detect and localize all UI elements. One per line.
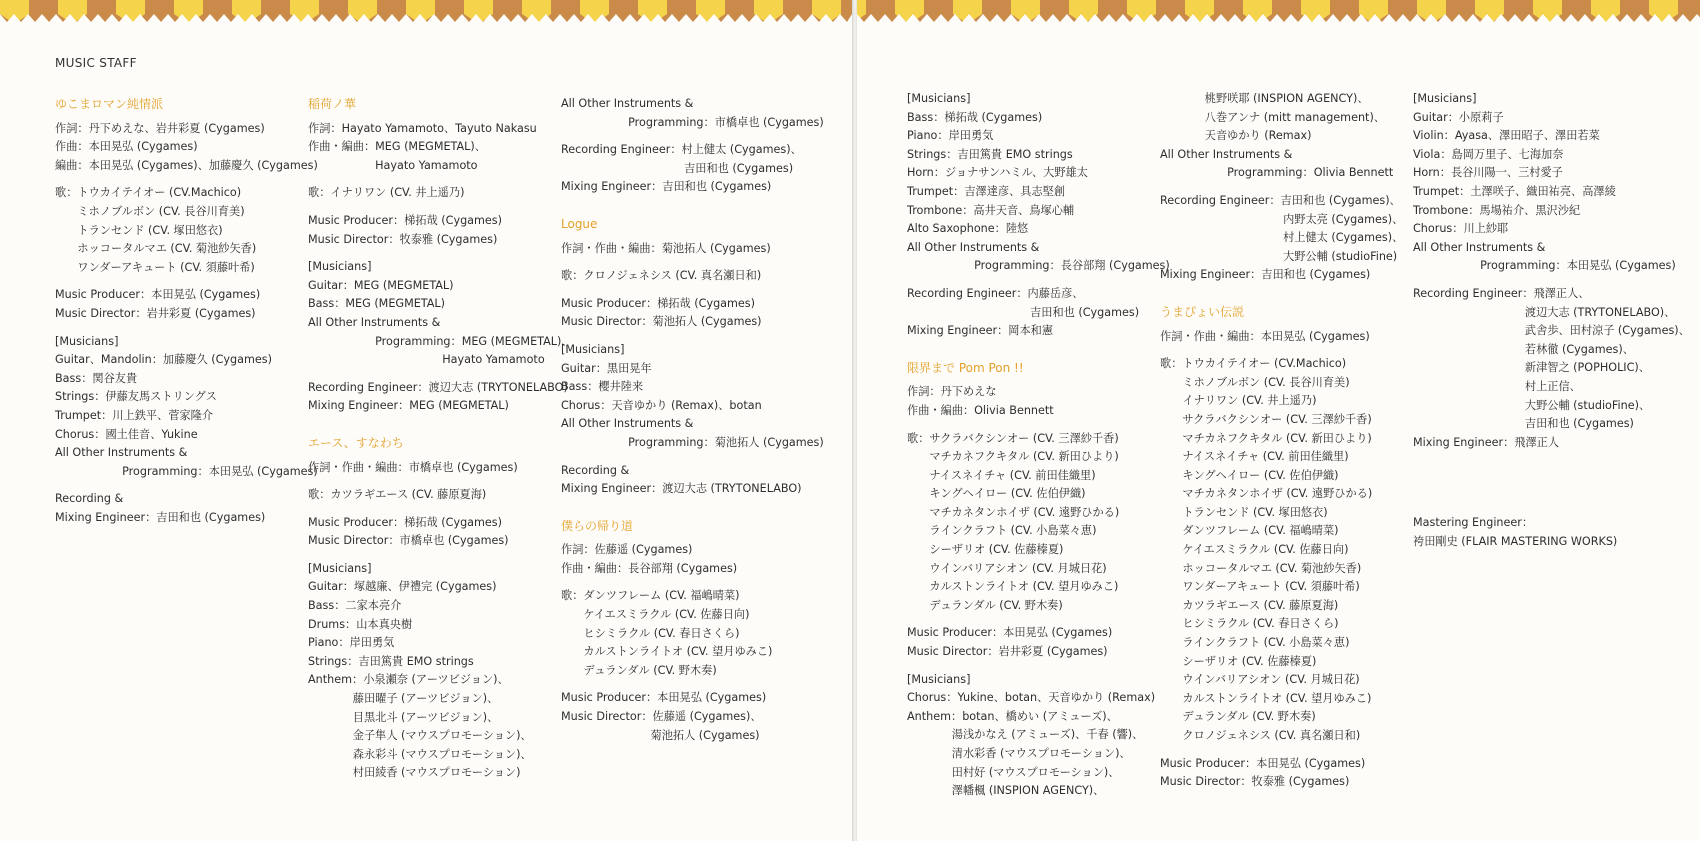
credit-line: ホッコータルマエ (CV. 菊池紗矢香) [1160, 561, 1362, 575]
credit-line: All Other Instruments & [55, 446, 188, 460]
credit-line: [Musicians] [308, 561, 372, 575]
credit-line: 作曲・編曲：長谷部翔 (Cygames) [561, 561, 738, 575]
credit-line: 作詞：丹下めえな、岩井彩夏 (Cygames) [55, 121, 265, 135]
zigzag-border-top [857, 0, 1700, 30]
credit-line: Music Producer：本田晃弘 (Cygames) [561, 691, 767, 705]
credit-line: Music Director：市橋卓也 (Cygames) [308, 534, 509, 548]
credit-line: クロノジェネシス (CV. 真名瀬日和) [1160, 729, 1361, 742]
credit-line: 作詞：Hayato Yamamoto、Tayuto Nakasu [308, 121, 537, 135]
credit-line: Guitar：小原莉子 [1413, 110, 1504, 124]
credit-line: Music Producer：梯拓哉 (Cygames) [561, 296, 755, 310]
song-title: Logue [561, 216, 598, 231]
credit-line: シーザリオ (CV. 佐藤榛夏) [907, 543, 1064, 557]
credit-line: Guitar：MEG (MEGMETAL) [308, 278, 454, 292]
credit-line: Music Producer：梯拓哉 (Cygames) [308, 515, 502, 529]
credit-line: Recording & [561, 463, 630, 477]
credit-line: 内野太亮 (Cygames)、 [1160, 212, 1404, 226]
credit-line: 吉田和也 (Cygames) [561, 161, 794, 175]
credit-line: トランセンド (CV. 塚田悠衣) [1160, 505, 1328, 519]
credit-line: Chorus：川上紗耶 [1413, 222, 1509, 236]
credit-line: Hayato Yamamoto [308, 353, 545, 367]
credit-line: Trumpet：土澤咲子、織田祐亮、高澤綾 [1413, 184, 1616, 198]
credit-line: Bass：二家本亮介 [308, 599, 402, 613]
credit-line: [Musicians] [907, 672, 971, 686]
credit-line: Music Director：佐藤遥 (Cygames)、 [561, 710, 762, 724]
credit-line: Trumpet：吉澤達彦、具志堅創 [907, 184, 1066, 198]
credit-line: Bass：MEG (MEGMETAL) [308, 297, 446, 311]
credit-line: 澤幡楓 (INSPION AGENCY)、 [907, 784, 1105, 798]
credit-line: 金子隼人 (マウスプロモーション)、 [308, 729, 532, 743]
credit-line: Chorus：國土佳音、Yukine [55, 427, 198, 441]
credit-line: 天音ゆかり (Remax) [1160, 129, 1312, 143]
credit-line: ウインバリアシオン (CV. 月城日花) [1160, 673, 1360, 687]
credit-line: [Musicians] [561, 342, 625, 356]
credit-line: All Other Instruments & [561, 97, 694, 110]
credit-line: 作曲・編曲：MEG (MEGMETAL)、 [308, 140, 486, 154]
credit-line: Chorus：天音ゆかり (Remax)、botan [561, 398, 762, 412]
credit-line: ダンツフレーム (CV. 福嶋晴菜) [1160, 524, 1339, 538]
credit-line: Piano：岸田勇気 [308, 636, 395, 650]
credit-line: マチカネフクキタル (CV. 新田ひより) [1160, 431, 1372, 445]
credit-line: Horn：長谷川陽一、三村愛子 [1413, 166, 1563, 180]
credit-line: All Other Instruments & [1160, 147, 1293, 161]
credit-line: 森永彩斗 (マウスプロモーション)、 [308, 747, 532, 761]
credit-line: ワンダーアキュート (CV. 須藤叶希) [55, 260, 255, 274]
zigzag-border-top [0, 0, 852, 30]
credit-line: ナイスネイチャ (CV. 前田佳織里) [907, 468, 1096, 482]
credit-line: 作詞・作曲・編曲：本田晃弘 (Cygames) [1160, 329, 1370, 343]
credit-line: 歌：トウカイテイオー (CV.Machico) [55, 186, 242, 200]
credit-line: Chorus：Yukine、botan、天音ゆかり (Remax) [907, 691, 1156, 705]
music-staff-label: MUSIC STAFF [55, 56, 137, 70]
credit-line: トランセンド (CV. 塚田悠衣) [55, 223, 223, 237]
credit-line: Programming：Olivia Bennett [1160, 166, 1394, 180]
credit-line: イナリワン (CV. 井上遥乃) [1160, 394, 1317, 408]
credit-line: All Other Instruments & [907, 240, 1040, 254]
credit-line: Trombone：高井天音、鳥塚心輔 [907, 203, 1075, 217]
credit-line: ワンダーアキュート (CV. 須藤叶希) [1160, 580, 1360, 594]
credit-line: Mixing Engineer：岡本和憲 [907, 324, 1054, 338]
song-title: うまぴょい伝説 [1160, 304, 1245, 319]
credit-line: Mixing Engineer：吉田和也 (Cygames) [1160, 268, 1371, 282]
credit-line: 歌：カツラギエース (CV. 藤原夏海) [308, 488, 487, 502]
credit-line: ミホノブルボン (CV. 長谷川育美) [1160, 375, 1350, 389]
credit-line: Bass：関谷友貴 [55, 371, 138, 385]
credit-line: 袴田剛史 (FLAIR MASTERING WORKS) [1413, 534, 1618, 548]
credit-line: Recording Engineer：渡辺大志 (TRYTONELABO) [308, 380, 568, 394]
credit-line: マチカネタンホイザ (CV. 遠野ひかる) [907, 505, 1120, 519]
credit-line: Programming：MEG (MEGMETAL)、 [308, 334, 573, 348]
credit-line: Mixing Engineer：吉田和也 (Cygames) [561, 180, 772, 194]
credit-line: マチカネフクキタル (CV. 新田ひより) [907, 450, 1119, 464]
credit-line: 藤田曜子 (アーツビジョン)、 [308, 692, 499, 706]
credit-line: デュランダル (CV. 野木奏) [561, 663, 717, 677]
credit-line: シーザリオ (CV. 佐藤榛夏) [1160, 654, 1317, 668]
credit-line: All Other Instruments & [561, 417, 694, 431]
credit-line: カルストンライトオ (CV. 望月ゆみこ) [907, 580, 1119, 594]
credit-line: カルストンライトオ (CV. 望月ゆみこ) [1160, 691, 1372, 705]
credit-line: 村上健太 (Cygames)、 [1160, 231, 1404, 245]
credit-line: Programming：本田晃弘 (Cygames) [1413, 259, 1676, 273]
credit-line: 吉田和也 (Cygames) [1413, 417, 1634, 431]
credit-line: [Musicians] [1413, 92, 1477, 105]
credit-line: ミホノブルボン (CV. 長谷川育美) [55, 204, 245, 218]
credit-line: ヒシミラクル (CV. 春日さくら) [1160, 617, 1339, 631]
credit-line: 作曲：本田晃弘 (Cygames) [55, 140, 198, 154]
credit-line: Recording Engineer：内藤岳彦、 [907, 286, 1084, 300]
credit-line: 渡辺大志 (TRYTONELABO)、 [1413, 305, 1676, 319]
credit-line: Music Producer：本田晃弘 (Cygames) [907, 626, 1113, 640]
credit-line: Guitar：塚越廉、伊禮完 (Cygames) [308, 580, 497, 594]
credit-line: 村田綾香 (マウスプロモーション) [308, 766, 521, 780]
credit-line: 歌：ダンツフレーム (CV. 福嶋晴菜) [561, 589, 740, 603]
credit-line: [Musicians] [907, 92, 971, 105]
credits-column-6 [1413, 90, 1690, 551]
credit-line: Bass：櫻井陸来 [561, 380, 644, 394]
credit-line: 作詞：丹下めえな [907, 385, 997, 399]
credit-line: カルストンライトオ (CV. 望月ゆみこ) [561, 645, 773, 659]
credit-line: デュランダル (CV. 野木奏) [1160, 710, 1316, 724]
credit-line: 菊池拓人 (Cygames) [561, 728, 760, 742]
song-title: エース、すなわち [308, 435, 404, 450]
credit-line: 歌：サクラバクシンオー (CV. 三澤紗千香) [907, 431, 1119, 445]
credit-line: マチカネタンホイザ (CV. 遠野ひかる) [1160, 487, 1373, 501]
credits-column-3 [561, 95, 824, 745]
credit-line: Programming：市橋卓也 (Cygames) [561, 115, 824, 129]
credit-line: デュランダル (CV. 野木奏) [907, 598, 1063, 612]
credit-line: ケイエスミラクル (CV. 佐藤日向) [1160, 543, 1349, 557]
credit-line: ラインクラフト (CV. 小島菜々恵) [907, 524, 1097, 538]
credits-column-4 [907, 90, 1170, 801]
credit-line: Horn：ジョナサンハミル、大野雄太 [907, 166, 1088, 180]
credit-line: 歌：クロノジェネシス (CV. 真名瀬日和) [561, 269, 762, 283]
right-page [857, 0, 1700, 841]
credit-line: Programming：本田晃弘 (Cygames) [55, 464, 318, 478]
credit-line: Piano：岸田勇気 [907, 129, 994, 143]
credit-line: Trombone：馬場祐介、黒沢沙紀 [1413, 203, 1581, 217]
credit-line: Recording Engineer：飛澤正人、 [1413, 286, 1590, 300]
credit-line: Mixing Engineer：渡辺大志 (TRYTONELABO) [561, 482, 802, 496]
song-title: 僕らの帰り道 [561, 518, 634, 533]
credit-line: 大野公輔 (studioFine) [1160, 249, 1398, 263]
credit-line: キングヘイロー (CV. 佐伯伊織) [1160, 468, 1339, 482]
credit-line: All Other Instruments & [308, 315, 441, 329]
credit-line: サクラバクシンオー (CV. 三澤紗千香) [1160, 412, 1372, 426]
credit-line: All Other Instruments & [1413, 240, 1546, 254]
credit-line: Viola：島岡万里子、七海加奈 [1413, 147, 1564, 161]
credit-line: Mixing Engineer：飛澤正人 [1413, 435, 1560, 449]
credit-line: Trumpet：川上鉄平、菅家隆介 [55, 408, 214, 422]
credit-line: [Musicians] [55, 334, 119, 348]
credit-line: Drums：山本真央樹 [308, 617, 413, 631]
credit-line: Music Producer：本田晃弘 (Cygames) [1160, 756, 1366, 770]
credit-line: 新津智之 (POPHOLIC)、 [1413, 361, 1650, 375]
credit-line: ウインバリアシオン (CV. 月城日花) [907, 561, 1107, 575]
credit-line: 大野公輔 (studioFine)、 [1413, 398, 1651, 412]
credit-line: ラインクラフト (CV. 小島菜々恵) [1160, 636, 1350, 650]
credit-line: ナイスネイチャ (CV. 前田佳織里) [1160, 450, 1349, 464]
credit-line: 編曲：本田晃弘 (Cygames)、加藤慶久 (Cygames) [55, 158, 318, 172]
credit-line: Guitar、Mandolin：加藤慶久 (Cygames) [55, 353, 272, 367]
credit-line: Strings：吉田篤貴 EMO strings [308, 654, 474, 668]
credit-line: Alto Saxophone：陸悠 [907, 222, 1029, 236]
credit-line: Anthem：小泉瀬奈 (アーツビジョン)、 [308, 673, 509, 687]
credit-line: 清水彩香 (マウスプロモーション)、 [907, 747, 1131, 760]
credit-line: Recording & [55, 492, 124, 506]
credit-line: Music Director：牧泰雅 (Cygames) [308, 232, 498, 246]
song-title: 稲荷ノ華 [308, 97, 357, 111]
credit-line: Music Director：菊池拓人 (Cygames) [561, 315, 762, 329]
credit-line: Strings：吉田篤貴 EMO strings [907, 147, 1073, 161]
credit-line: 桃野咲耶 (INSPION AGENCY)、 [1160, 92, 1369, 105]
song-title: ゆこまロマン純情派 [55, 97, 164, 111]
credits-column-1 [55, 95, 318, 527]
credit-line: ケイエスミラクル (CV. 佐藤日向) [561, 608, 750, 622]
credit-line: Music Director：岩井彩夏 (Cygames) [55, 306, 256, 320]
credit-line: Programming：菊池拓人 (Cygames) [561, 435, 824, 449]
credit-line: Music Producer：本田晃弘 (Cygames) [55, 288, 261, 302]
credit-line: Violin：Ayasa、澤田昭子、澤田若菜 [1413, 129, 1600, 143]
credit-line: Mastering Engineer： [1413, 516, 1534, 530]
credits-column-5 [1160, 90, 1403, 792]
credit-line: 田村好 (マウスプロモーション)、 [907, 765, 1120, 779]
credit-line: カツラギエース (CV. 藤原夏海) [1160, 598, 1339, 612]
credit-line: 歌：イナリワン (CV. 井上遥乃) [308, 186, 465, 200]
credit-line: ホッコータルマエ (CV. 菊池紗矢香) [55, 242, 257, 256]
credit-line: 作詞・作曲・編曲：菊池拓人 (Cygames) [561, 241, 771, 255]
credit-line: 八巻アンナ (mitt management)、 [1160, 110, 1385, 124]
credit-line: [Musicians] [308, 260, 372, 274]
credit-line: 武舎歩、田村涼子 (Cygames)、 [1413, 324, 1690, 338]
credit-line: 目黒北斗 (アーツビジョン)、 [308, 710, 499, 724]
credit-line: Mixing Engineer：吉田和也 (Cygames) [55, 510, 266, 524]
credit-line: 吉田和也 (Cygames) [907, 305, 1140, 319]
credit-line: 村上正信、 [1413, 379, 1581, 393]
credit-line: Anthem：botan、橋めい (アミューズ)、 [907, 709, 1118, 723]
credit-line: 作詞：佐藤遥 (Cygames) [561, 543, 693, 557]
credit-line: Strings：伊藤友馬ストリングス [55, 390, 217, 404]
credits-column-2 [308, 95, 573, 783]
credit-line: 歌：トウカイテイオー (CV.Machico) [1160, 357, 1347, 371]
credit-line: Recording Engineer：村上健太 (Cygames)、 [561, 143, 802, 157]
song-title: 限界まで Pom Pon !! [907, 360, 1024, 375]
credit-line: ヒシミラクル (CV. 春日さくら) [561, 626, 740, 640]
credit-line: 若林徹 (Cygames)、 [1413, 342, 1634, 356]
credit-line: Programming：長谷部翔 (Cygames) [907, 259, 1170, 273]
credit-line: 作曲・編曲：Olivia Bennett [907, 403, 1054, 417]
credit-line: Music Director：岩井彩夏 (Cygames) [907, 645, 1108, 659]
credit-line: Bass：梯拓哉 (Cygames) [907, 110, 1043, 124]
credit-line: Mixing Engineer：MEG (MEGMETAL) [308, 399, 509, 413]
credit-line: キングヘイロー (CV. 佐伯伊織) [907, 487, 1086, 501]
credit-line: Guitar：黒田晃年 [561, 361, 652, 375]
credit-line: Music Director：牧泰雅 (Cygames) [1160, 775, 1350, 789]
credit-line: Recording Engineer：吉田和也 (Cygames)、 [1160, 193, 1401, 207]
credit-line: 湯浅かなえ (アミューズ)、千春 (響)、 [907, 728, 1144, 742]
credit-line: Music Producer：梯拓哉 (Cygames) [308, 213, 502, 227]
credit-line: Hayato Yamamoto [308, 158, 478, 172]
credit-line: 作詞・作曲・編曲：市橋卓也 (Cygames) [308, 460, 518, 474]
